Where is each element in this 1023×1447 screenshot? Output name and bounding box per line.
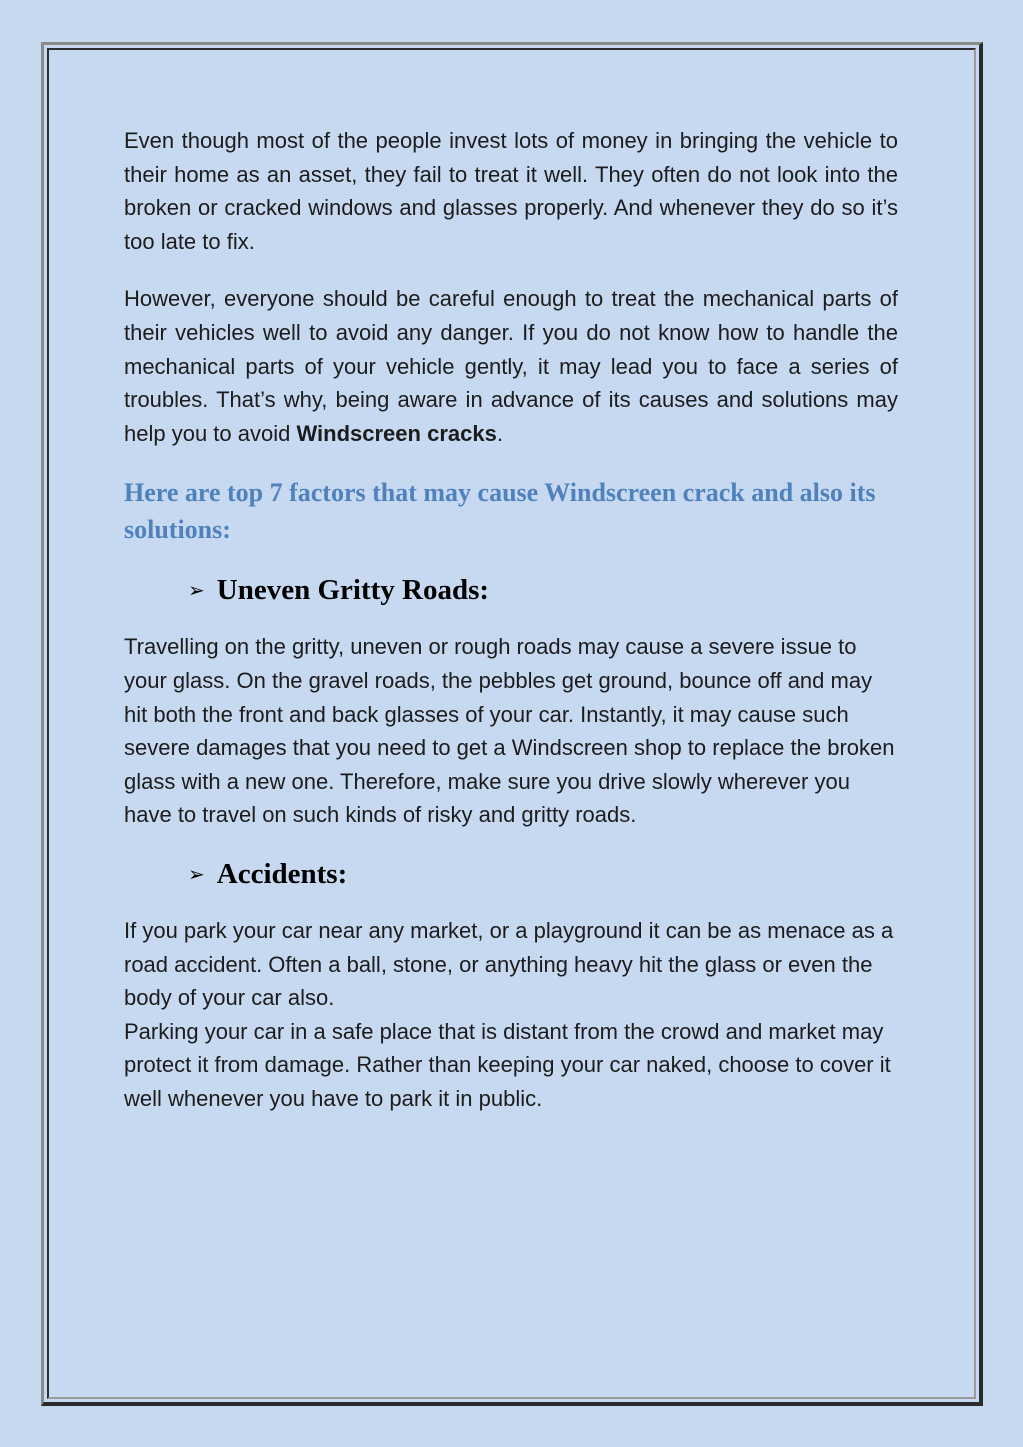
intro-paragraph-2-end: . — [496, 420, 503, 446]
section-2-heading — [188, 856, 898, 892]
section-2-paragraph-2: Parking your car in a safe place that is distant from the crowd and market may protect it from damage. Rather than keeping your car naked, choose to cover it well whenever you have to park it in public. — [124, 1018, 891, 1111]
arrowhead-bullet-icon: ➢ — [188, 578, 205, 603]
section-2-heading-text: Accidents: — [216, 857, 348, 890]
section-1-paragraph: Travelling on the gritty, uneven or rough roads may cause a severe issue to your glass. On the gravel roads, the pebbles get ground, bounce off and may hit both the front and back glasses of your car. Instantly, it may cause such severe damages that you need to get a Windscreen shop to replace the broken glass with a new one. Therefore, make sure you drive slowly wherever you have to travel on such kinds of risky and gritty roads. — [124, 634, 895, 828]
section-1-heading — [188, 572, 898, 608]
arrowhead-bullet-icon: ➢ — [188, 861, 205, 886]
section-heading: Here are top 7 factors that may cause Windscreen crack and also its solutions: — [124, 478, 876, 545]
intro-paragraph-1: Even though most of the people invest lots of money in bringing the vehicle to their home as an asset, they fail to treat it well. They often do not look into the broken or cracked windows and glasses properly. And whenever they do so it’s too late to fix. — [124, 128, 898, 254]
intro-paragraph-2 — [124, 282, 898, 450]
document-body — [124, 124, 898, 1139]
section-2-paragraph-1: If you park your car near any market, or a playground it can be as menace as a road accident. Often a ball, stone, or anything heavy hit the glass or even the body of your car also. — [124, 917, 894, 1011]
intro-paragraph-2-text: However, everyone should be careful enough to treat the mechanical parts of their vehicles well to avoid any danger. If you do not know how to handle the mechanical parts of your vehicle gently, it may lead you to face a series of troubles. That’s why, being aware in advance of its causes and solutions may help you to avoid — [124, 286, 898, 446]
section-1-heading-text: Uneven Gritty Roads: — [216, 574, 490, 607]
windscreen-cracks-bold: Windscreen cracks — [296, 420, 497, 446]
